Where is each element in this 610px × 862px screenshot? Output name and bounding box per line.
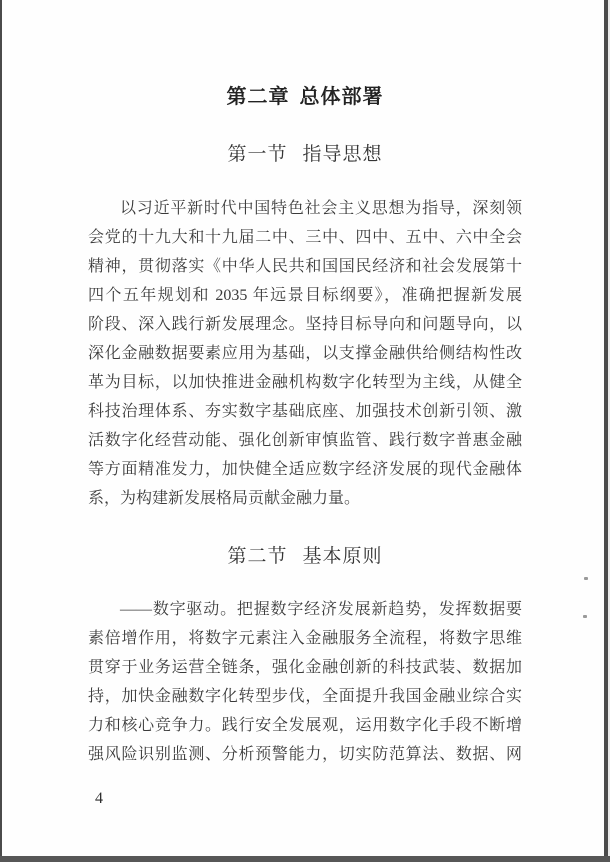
scan-edge-bottom xyxy=(0,856,610,862)
section-title-text: 指导思想 xyxy=(302,144,383,165)
section-heading-2 xyxy=(88,541,522,568)
text-line: 以习近平新时代中国特色社会主义思想为指导，深刻领 xyxy=(120,200,522,217)
body-paragraph-2 xyxy=(88,595,522,769)
text-line: 活数字化经营动能、强化创新审慎监管、践行数字普惠金融 xyxy=(88,432,522,449)
body-paragraph-1 xyxy=(88,194,522,513)
text-line: 四个五年规划和 2035 年远景目标纲要》，准确把握新发展 xyxy=(88,287,522,304)
text-line: 持，加快金融数字化转型步伐，全面提升我国金融业综合实 xyxy=(88,688,522,705)
section-title-text: 基本原则 xyxy=(302,546,383,567)
text-line: 贯穿于业务运营全链条，强化金融创新的科技武装、数据加 xyxy=(88,659,522,676)
chapter-title-text: 总体部署 xyxy=(299,86,384,108)
text-line: ——数字驱动。把握数字经济发展新趋势，发挥数据要 xyxy=(120,601,522,618)
text-line: 革为目标，以加快推进金融机构数字化转型为主线，从健全 xyxy=(88,374,522,391)
page-number: 4 xyxy=(95,790,103,807)
section-number: 第一节 xyxy=(227,144,288,165)
text-line: 强风险识别监测、分析预警能力，切实防范算法、数据、网 xyxy=(88,746,522,763)
text-line: 系，为构建新发展格局贡献金融力量。 xyxy=(88,490,361,507)
scan-edge-left xyxy=(0,0,2,862)
section-number: 第二节 xyxy=(227,546,288,567)
chapter-heading xyxy=(88,80,522,109)
text-line: 素倍增作用，将数字元素注入金融服务全流程，将数字思维 xyxy=(88,630,522,647)
text-line: 等方面精准发力，加快健全适应数字经济发展的现代金融体 xyxy=(88,461,522,478)
chapter-number: 第二章 xyxy=(226,86,290,108)
text-line: 精神，贯彻落实《中华人民共和国国民经济和社会发展第十 xyxy=(88,258,522,275)
text-line: 阶段、深入践行新发展理念。坚持目标导向和问题导向，以 xyxy=(88,316,522,333)
text-line: 会党的十九大和十九届二中、三中、四中、五中、六中全会 xyxy=(88,229,522,246)
scan-speck xyxy=(584,577,588,580)
text-line: 深化金融数据要素应用为基础，以支撑金融供给侧结构性改 xyxy=(88,345,522,362)
scan-speck xyxy=(583,615,587,618)
text-line: 科技治理体系、夯实数字基础底座、加强技术创新引领、激 xyxy=(88,403,522,420)
text-line: 力和核心竞争力。践行安全发展观，运用数字化手段不断增 xyxy=(88,717,522,734)
section-heading-1 xyxy=(88,139,522,166)
